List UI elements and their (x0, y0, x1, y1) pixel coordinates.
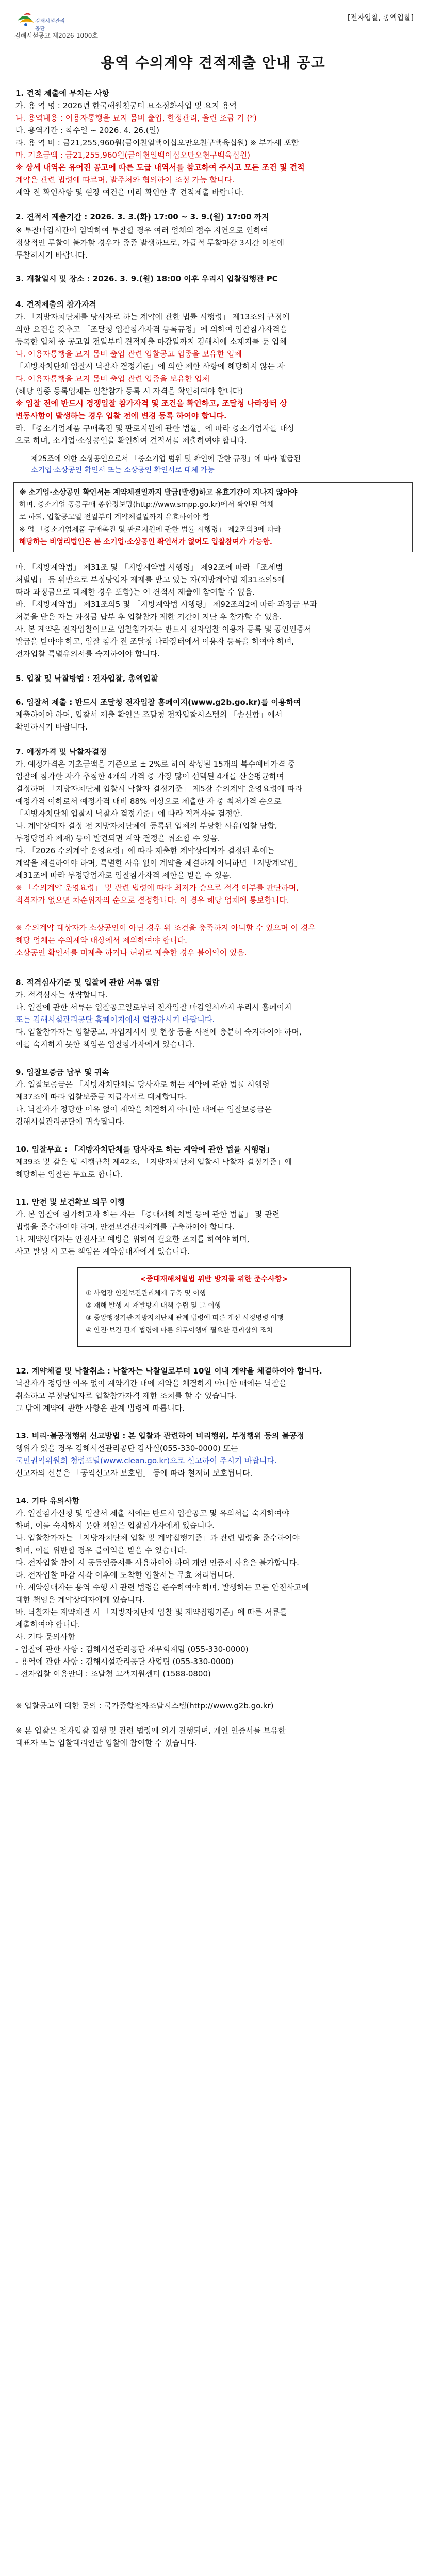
box-line: 해당하는 비영리법인은 본 소기업·소상공인 확인서가 없어도 입찰참여가 가능함. (19, 538, 273, 546)
section-line: ※ 입찰 전에 반드시 경쟁입찰 참가자격 및 조건을 확인하고, 조달청 나라장터 상 (15, 399, 287, 408)
section-line: 적격자가 없으면 차순위자의 순으로 결정합니다. 이 경우 해당 업체에 통보합니다. (15, 895, 289, 905)
org-logo (14, 11, 68, 32)
box-title: <중대재해처벌법 위반 방지를 위한 준수사항> (140, 1275, 288, 1283)
section-heading: 8. 적격심사기준 및 입찰에 관한 서류 열람 (15, 978, 160, 987)
section-line: 하며, 이를 숙지하지 못한 책임은 입찰참가자에게 있습니다. (15, 1521, 215, 1530)
section-line: 발급을 받아야 하고, 입찰 참가 전 조달청 나라장터에서 이용자 등록을 하여야 하며, (15, 637, 294, 646)
submission-period: 2. 견적서 제출기간 : 2026. 3. 3.(화) 17:00 ~ 3. 9.(월) 17:00 까지 (15, 212, 269, 222)
section-line: 국민권익위원회 청렴포털(www.clean.go.kr)으로 신고하여 주시기 바랍니다. (15, 1456, 277, 1465)
section-line: ※ 투찰마감시간이 임박하여 투찰할 경우 여러 업체의 접수 지연으로 인하여 (15, 226, 269, 235)
section-line: 바. 낙찰자는 계약체결 시 「지방자치단체 입찰 및 계약집행기준」에 따른 서류를 (15, 1607, 287, 1617)
section-line: 법령을 준수하여야 하며, 안전보건관리체계를 구축하여야 합니다. (15, 1222, 235, 1231)
section-line: 그 밖에 계약에 관한 사항은 관계 법령에 따릅니다. (15, 1403, 185, 1413)
section-line: ※ 상세 내역은 유어진 공고에 따른 도급 내역서를 참고하여 주시고 모든 조건 및 견적 (15, 163, 305, 172)
note-line: ※ 입찰공고에 대한 문의 : 국가종합전자조달시스템(http://www.g2b.go.kr) (15, 1701, 274, 1710)
section-line: 나. 이용자통행을 묘지 몸비 출입 관련 입찰공고 업종을 보유한 업체 (15, 349, 242, 359)
section-line: ※ 「수의계약 운영요령」 및 관련 법령에 따라 최저가 순으로 적격 여부를 판단하며, (15, 883, 299, 892)
small-business-notice-box (13, 482, 413, 552)
box-line: ② 재해 발생 시 재발방지 대책 수립 및 그 이행 (86, 1302, 221, 1310)
section-line: 제37조에 따라 입찰보증금 지급각서로 대체합니다. (15, 1092, 187, 1101)
note-line: 해당 업체는 수의계약 대상에서 제외하여야 합니다. (15, 936, 187, 945)
section-line: 다. 이용자통행을 묘지 몸비 출입 관련 업종을 보유한 업체 (15, 374, 210, 383)
section-line: 가. 입찰참가신청 및 입찰서 제출 시에는 반드시 입찰공고 및 유의서를 숙지하여야 (15, 1509, 289, 1518)
section-line: 나. 낙찰자가 정당한 이유 없이 계약을 체결하지 아니한 때에는 입찰보증금은 (15, 1105, 272, 1114)
section-line: 부정당업자 제재) 등이 발견되면 계약 결정을 취소할 수 있음. (15, 834, 220, 843)
section-line: 사. 기타 문의사항 (15, 1632, 75, 1641)
section-line: 라. 「중소기업제품 구매촉진 및 판로지원에 관한 법률」에 따라 중소기업자를 대상 (15, 423, 295, 433)
section-line: 마. 「지방계약법」 제31조 및 「지방계약법 시행령」 제92조에 따라 「조세범 (15, 563, 283, 572)
section-line: 낙찰자가 정당한 이유 없이 계약기간 내에 계약을 체결하지 아니한 때에는 낙찰을 (15, 1379, 287, 1388)
section-line: 라. 용 역 비 : 금21,255,960원(금이천일백이십오만오천구백육십원) ※ 부가세 포함 (15, 138, 299, 147)
section-line: 행위가 있을 경우 김해시설관리공단 감사실(055-330-0000) 또는 (15, 1444, 238, 1453)
section-line: 정상적인 투찰이 불가할 경우가 종종 발생하므로, 가급적 투찰마감 3시간 이전에 (15, 238, 284, 247)
section-line: 확인하시기 바랍니다. (15, 722, 88, 732)
section-line: 처벌법」 등 위반으로 부정당업자 제재를 받고 있는 자(지방계약법 제31조의5에 (15, 575, 285, 584)
section-line: 나. 계약상대자 결정 전 지방자치단체에 등록된 업체의 부당한 사유(입찰 담합, (15, 821, 277, 831)
section-line: 사. 본 계약은 전자입찰이므로 입찰참가자는 반드시 전자입찰 이용자 등록 및 공인인증서 (15, 624, 312, 634)
section-line: 마. 기초금액 : 금21,255,960원(금이천일백이십오만오천구백육십원) (15, 150, 250, 160)
section-line: 으로 하며, 소기업·소상공인을 확인하여 견적서를 제출하여야 합니다. (15, 436, 247, 445)
section-line: 다. 「2026 수의계약 운영요령」에 따라 제출한 계약상대자가 결정된 후에는 (15, 846, 275, 855)
section-line: 계약을 체결하여야 하며, 특별한 사유 없이 계약을 체결하지 아니하면 「지방계약법」 (15, 858, 302, 868)
section-line: 다. 전자입찰 참여 시 공동인증서를 사용하여야 하며 개인 인증서 사용은 불가합니다. (15, 1558, 299, 1567)
section-line: 라. 전자입찰 마감 시각 이후에 도착한 입찰서는 무효 처리됩니다. (15, 1570, 235, 1580)
section-heading: 10. 입찰무효 : 「지방자치단체를 당사자로 하는 계약에 관한 법률 시행령」 (15, 1145, 274, 1154)
opening-datetime: 3. 개찰일시 및 장소 : 2026. 3. 9.(월) 18:00 이후 우리시 입찰집행관 PC (15, 274, 278, 283)
section-line: 입찰에 참가한 자가 추첨한 4개의 가격 중 가장 많이 선택된 4개를 산술평균하여 (15, 772, 284, 781)
section-line: 전자입찰 특별유의서를 숙지하여야 합니다. (15, 649, 160, 658)
section-line: 취소하고 부정당업자로 입찰참가자격 제한 조치를 할 수 있습니다. (15, 1391, 237, 1400)
note-line: ※ 수의계약 대상자가 소상공인이 아닌 경우 위 조건을 충족하지 아니할 수 있으며 이 경우 (15, 923, 316, 933)
section-line: 제출하여야 합니다. (15, 1620, 80, 1629)
contact-line: - 입찰에 관한 사항 : 김해시설관리공단 재무회계팀 (055-330-0000) (15, 1645, 249, 1654)
section-line: 가. 「지방자치단체를 당사자로 하는 계약에 관한 법률 시행령」 제13조의 규정에 (15, 312, 290, 321)
section-line: 가. 적격심사는 생략합니다. (15, 990, 108, 999)
note-line: ※ 본 입찰은 전자입찰 집행 및 관련 법령에 의거 진행되며, 개인 인증서를 보유한 (15, 1726, 286, 1735)
page-title: 용역 수의계약 견적제출 안내 공고 (101, 54, 325, 71)
section-line: 해당하는 입찰은 무효로 합니다. (15, 1170, 123, 1179)
note-line: 대표자 또는 입찰대리인만 입찰에 참여할 수 있습니다. (15, 1738, 198, 1748)
section-line: 가. 예정가격은 기초금액을 기준으로 ± 2%로 하여 작성된 15개의 복수예비가격 중 (15, 759, 296, 769)
section-line: 마. 계약상대자는 용역 수행 시 관련 법령을 준수하여야 하며, 발생하는 모든 안전사고에 (15, 1583, 309, 1592)
section-line: 「지방자치단체 입찰시 낙찰자 결정기준」에 의한 제한 사항에 해당하지 않는 자 (15, 362, 285, 371)
note-line: 소기업·소상공인 확인서 또는 소상공인 확인서로 대체 가능 (31, 466, 215, 474)
section-line: 제39조 및 같은 법 시행규칙 제42조, 「지방자치단체 입찰시 낙찰자 결정기준」에 (15, 1157, 292, 1166)
section-line: 의한 요건을 갖추고 「조달청 입찰참가자격 등록규정」에 의하여 입찰참가자격을 (15, 325, 288, 334)
section-line: 등록한 업체 중 공고일 전일부터 견적제출 마감일까지 김해시에 소재지를 둔 업체 (15, 337, 287, 346)
section-heading: 13. 비리·불공정행위 신고방법 : 본 입찰과 관련하여 비리행위, 부정행위 등의 불공정 (15, 1431, 304, 1440)
section-heading: 12. 계약체결 및 낙찰취소 : 낙찰자는 낙찰일로부터 10일 이내 계약을 체결하여야 합니다. (15, 1366, 322, 1376)
bid-category: [전자입찰, 총액입찰] (347, 14, 414, 22)
section-line: 나. 용역내용 : 이용자통행을 묘지 몸비 출입, 한정관리, 올린 조금 기 (*) (15, 113, 257, 123)
section-line: 계약은 관련 법령에 따르며, 발주처와 협의하여 조정 가능 합니다. (15, 175, 235, 184)
section-line: 다. 입찰참가자는 입찰공고, 과업지시서 및 현장 등을 사전에 충분히 숙지하여야 하며, (15, 1027, 302, 1037)
box-line: ① 사업장 안전보건관리체계 구축 및 이행 (86, 1290, 206, 1297)
section-line: 다. 용역기간 : 착수일 ~ 2026. 4. 26.(일) (15, 126, 159, 135)
section-line: (해당 업종 등록업체는 입찰참가 등록 시 자격을 확인하여야 합니다) (15, 386, 243, 396)
section-line: 변동사항이 발생하는 경우 입찰 전에 변경 등록 하여야 합니다. (15, 411, 227, 420)
section-line: 처분을 받은 자는 과징금 납부 후 입찰참가 제한 기간이 지난 후 참가할 수 있음. (15, 612, 282, 621)
bid-method: 5. 입찰 및 낙찰방법 : 전자입찰, 총액입찰 (15, 674, 158, 683)
section-line: 사고 발생 시 모든 책임은 계약상대자에게 있습니다. (15, 1247, 190, 1256)
section-heading: 4. 견적제출의 참가자격 (15, 300, 96, 309)
box-line: 하며, 중소기업 공공구매 종합정보망(http://www.smpp.go.kr)에서 확인된 업체 (19, 501, 274, 509)
section-line: 예정가격 이하로서 예정가격 대비 88% 이상으로 제출한 자 중 최저가격 순으로 (15, 796, 282, 806)
section-line: 하며, 이를 위반할 경우 불이익을 받을 수 있습니다. (15, 1546, 187, 1555)
section-heading: 6. 입찰서 제출 : 반드시 조달청 전자입찰 홈페이지(www.g2b.go.kr)를 이용하여 (15, 698, 301, 707)
section-line: 「지방자치단체 입찰시 낙찰자 결정기준」에 따라 적격자를 결정함. (15, 809, 243, 818)
section-line: 따라 과징금으로 대체한 경우 포함)는 이 견적서 제출에 참여할 수 없음. (15, 587, 255, 597)
box-line: ③ 중앙행정기관·지방자치단체 관계 법령에 따른 개선 시정명령 이행 (86, 1314, 284, 1322)
logo-text: 김해시설관리공단 (35, 19, 65, 32)
section-line: 대한 책임은 계약상대자에게 있습니다. (15, 1595, 145, 1604)
section-line: 계약 전 확인사항 및 현장 여건을 미리 확인한 후 견적제출 바랍니다. (15, 188, 244, 197)
contact-line: - 용역에 관한 사항 : 김해시설관리공단 사업팀 (055-330-0000) (15, 1657, 234, 1666)
section-line: 김해시설관리공단에 귀속됩니다. (15, 1117, 125, 1126)
section-line: 나. 입찰참가자는 「지방자치단체 입찰 및 계약집행기준」과 관련 법령을 준수하여야 (15, 1533, 300, 1543)
contact-line: - 전자입찰 이용안내 : 조달청 고객지원센터 (1588-0800) (15, 1669, 211, 1679)
section-line: 나. 계약상대자는 안전사고 예방을 위하여 필요한 조치를 하여야 하며, (15, 1234, 250, 1244)
section-line: 신고자의 신분은 「공익신고자 보호법」 등에 따라 철저히 보호됩니다. (15, 1468, 253, 1478)
section-heading: 7. 예정가격 및 낙찰자결정 (15, 747, 107, 756)
section-heading: 14. 기타 유의사항 (15, 1496, 79, 1505)
section-line: 가. 입찰보증금은 「지방자치단체를 당사자로 하는 계약에 관한 법률 시행령」 (15, 1080, 277, 1089)
serious-accident-box (77, 1267, 351, 1347)
box-line: ④ 안전·보건 관계 법령에 따른 의무이행에 필요한 관리상의 조치 (86, 1327, 273, 1334)
section-line: 또는 김해시설관리공단 홈페이지에서 열람하시기 바랍니다. (15, 1015, 215, 1024)
section-line: 제31조에 따라 부정당업자로 입찰참가자격 제한을 받을 수 있음. (15, 871, 232, 880)
box-line: ※ 업 「중소기업제품 구매촉진 및 판로지원에 관한 법률 시행령」 제2조의3에 따라 (19, 526, 281, 534)
section-line: 바. 「지방계약법」 제31조의5 및 「지방계약법 시행령」 제92조의2에 따라 과징금 부과 (15, 600, 318, 609)
box-line: ※ 소기업·소상공인 확인서는 계약체결일까지 발급(발생)하고 유효기간이 지나지 않아야 (19, 488, 298, 497)
note-line: 소상공인 확인서를 미제출 하거나 허위로 제출한 경우 불이익이 있음. (15, 948, 247, 957)
section-line: 가. 본 입찰에 참가하고자 하는 자는 「중대재해 처벌 등에 관한 법률」 및 관련 (15, 1210, 280, 1219)
section-line: 가. 용 역 명 : 2026년 한국해월천궁터 묘소정화사업 및 요지 용역 (15, 101, 237, 110)
section-heading: 1. 견적 제출에 부치는 사항 (15, 89, 109, 98)
section-line: 제출하여야 하며, 입찰서 제출 확인은 조달청 전자입찰시스템의 「송신함」에서 (15, 710, 283, 719)
section-line: 투찰하시기 바랍니다. (15, 250, 88, 260)
box-line: 로 하되, 입찰공고일 전일부터 계약체결일까지 유효하여야 함 (19, 513, 210, 521)
section-line: 결정하며 「지방자치단체 입찰시 낙찰자 결정기준」 제5장 수의계약 운영요령에 따라 (15, 784, 302, 793)
document-number: 김해시설공고 제2026-1000호 (14, 32, 98, 39)
section-heading: 11. 안전 및 보건확보 의무 이행 (15, 1197, 125, 1207)
section-heading: 9. 입찰보증금 납부 및 귀속 (15, 1067, 109, 1077)
note-line: 제25조에 의한 소상공인으로서 「중소기업 범위 및 확인에 관한 규정」에 따라 발급된 (31, 455, 301, 463)
section-line: 이를 숙지하지 못한 책임은 입찰참가자에게 있습니다. (15, 1040, 195, 1049)
section-line: 나. 입찰에 관한 서류는 입찰공고일로부터 전자입찰 마감일시까지 우리시 홈페이지 (15, 1003, 292, 1012)
